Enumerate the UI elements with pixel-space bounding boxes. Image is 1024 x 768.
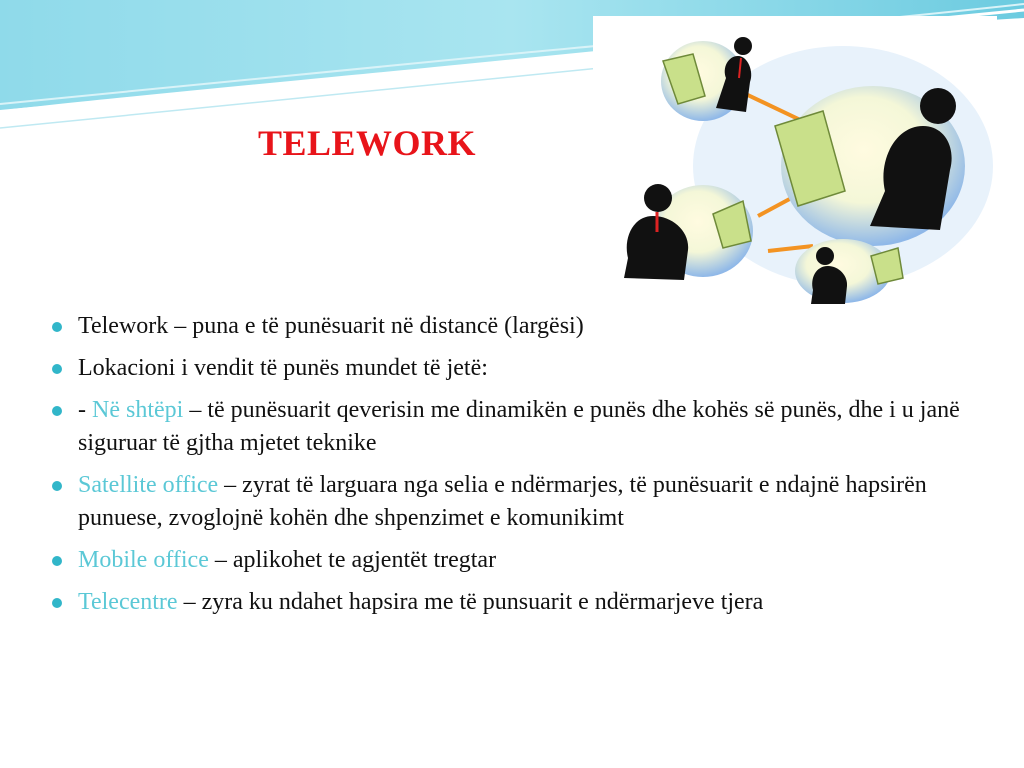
bullet-item	[48, 310, 988, 343]
bullet-text: Telework – puna e të punësuarit në distancë (largësi)	[78, 313, 584, 339]
bullet-highlight-term: Mobile office	[78, 547, 209, 573]
bullet-highlight-term: Satellite office	[78, 472, 219, 498]
bullet-dot-icon	[52, 556, 62, 566]
bullet-item	[48, 394, 988, 460]
bullet-dot-icon	[52, 406, 62, 416]
bullet-dot-icon	[52, 322, 62, 332]
bullet-dot-icon	[52, 598, 62, 608]
bullet-list	[48, 310, 988, 628]
bullet-highlight-term: Telecentre	[78, 589, 178, 615]
bullet-text: – zyra ku ndahet hapsira me të punsuarit e ndërmarjeve tjera	[177, 589, 764, 615]
bullet-text: – aplikohet te agjentët tregtar	[208, 547, 497, 573]
bullet-item	[48, 469, 988, 535]
bullet-item	[48, 544, 988, 577]
bullet-dot-icon	[52, 481, 62, 491]
bullet-prefix: -	[78, 397, 92, 423]
bullet-dot-icon	[52, 364, 62, 374]
networked-laptop-workers-icon	[593, 16, 997, 306]
slide-title: TELEWORK	[258, 123, 477, 163]
bullet-highlight-term: Në shtëpi	[92, 397, 184, 423]
bullet-item	[48, 352, 988, 385]
bullet-text: – zyrat të larguara nga selia e ndërmarjes, të punësuarit e ndajnë hapsirën punuese, zvoglojnë kohën dhe shpenzimet e komunikimt	[78, 472, 927, 531]
bullet-text: Lokacioni i vendit të punës mundet të jetë:	[78, 355, 488, 381]
bullet-item	[48, 586, 988, 619]
bullet-text: – të punësuarit qeverisin me dinamikën e punës dhe kohës së punës, dhe i u janë siguruar të gjtha mjetet teknike	[78, 397, 960, 456]
